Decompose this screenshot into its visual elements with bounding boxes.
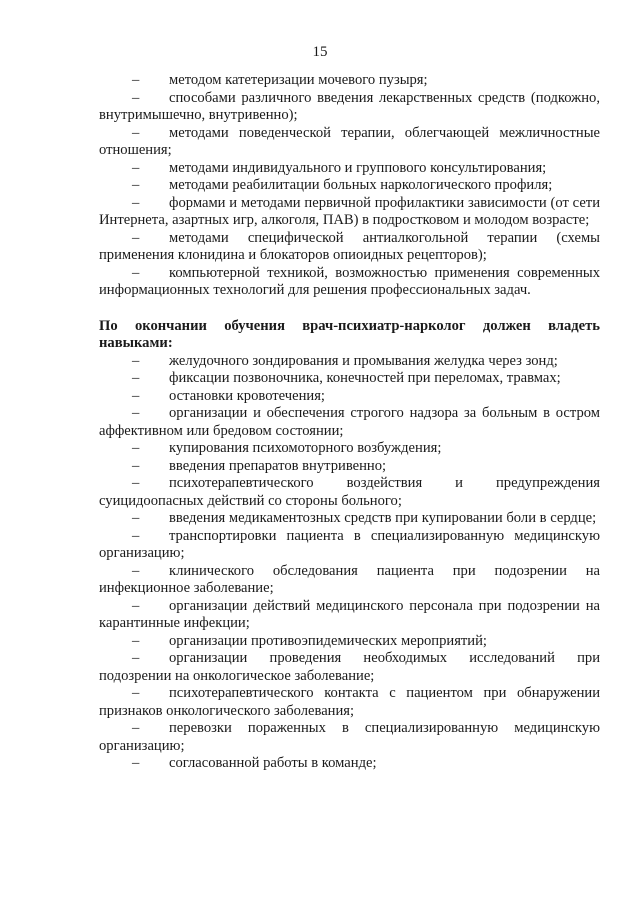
list-item: – купирования психомоторного возбуждения;: [99, 440, 600, 458]
skills-list: [99, 353, 600, 773]
list-item: – организации противоэпидемических мероприятий;: [99, 633, 600, 651]
list-item: – методами индивидуального и группового консультирования;: [99, 160, 600, 178]
list-item: – методами поведенческой терапии, облегчающей межличностные отношения;: [99, 125, 600, 160]
document-body: [99, 72, 600, 773]
list-item: – согласованной работы в команде;: [99, 755, 600, 773]
list-item: – введения препаратов внутривенно;: [99, 458, 600, 476]
list-item: – компьютерной техникой, возможностью применения современных информационных технологий для решения профессиональных задач.: [99, 265, 600, 300]
list-item: – методом катетеризации мочевого пузыря;: [99, 72, 600, 90]
list-item: – организации действий медицинского персонала при подозрении на карантинные инфекции;: [99, 598, 600, 633]
list-item: – организации и обеспечения строгого надзора за больным в остром аффективном или бредовом состоянии;: [99, 405, 600, 440]
list-item: – перевозки пораженных в специализированную медицинскую организацию;: [99, 720, 600, 755]
methods-list: [99, 72, 600, 300]
page-number: 15: [312, 44, 328, 60]
list-item: – психотерапевтического воздействия и предупреждения суицидоопасных действий со стороны больного;: [99, 475, 600, 510]
list-item: – введения медикаментозных средств при купировании боли в сердце;: [99, 510, 600, 528]
list-item: – остановки кровотечения;: [99, 388, 600, 406]
skills-heading: По окончании обучения врач-психиатр-нарколог должен владеть навыками:: [99, 317, 600, 351]
list-item: – транспортировки пациента в специализированную медицинскую организацию;: [99, 528, 600, 563]
list-item: – формами и методами первичной профилактики зависимости (от сети Интернета, азартных игр, алкоголя, ПАВ) в подростковом и молодом возрасте;: [99, 195, 600, 230]
list-item: – фиксации позвоночника, конечностей при переломах, травмах;: [99, 370, 600, 388]
list-item: – клинического обследования пациента при подозрении на инфекционное заболевание;: [99, 563, 600, 598]
list-item: – организации проведения необходимых исследований при подозрении на онкологическое заболевание;: [99, 650, 600, 685]
list-item: – способами различного введения лекарственных средств (подкожно, внутримышечно, внутривенно);: [99, 90, 600, 125]
list-item: – желудочного зондирования и промывания желудка через зонд;: [99, 353, 600, 371]
list-item: – методами реабилитации больных наркологического профиля;: [99, 177, 600, 195]
list-item: – психотерапевтического контакта с пациентом при обнаружении признаков онкологического заболевания;: [99, 685, 600, 720]
list-item: – методами специфической антиалкогольной терапии (схемы применения клонидина и блокаторов опиоидных рецепторов);: [99, 230, 600, 265]
